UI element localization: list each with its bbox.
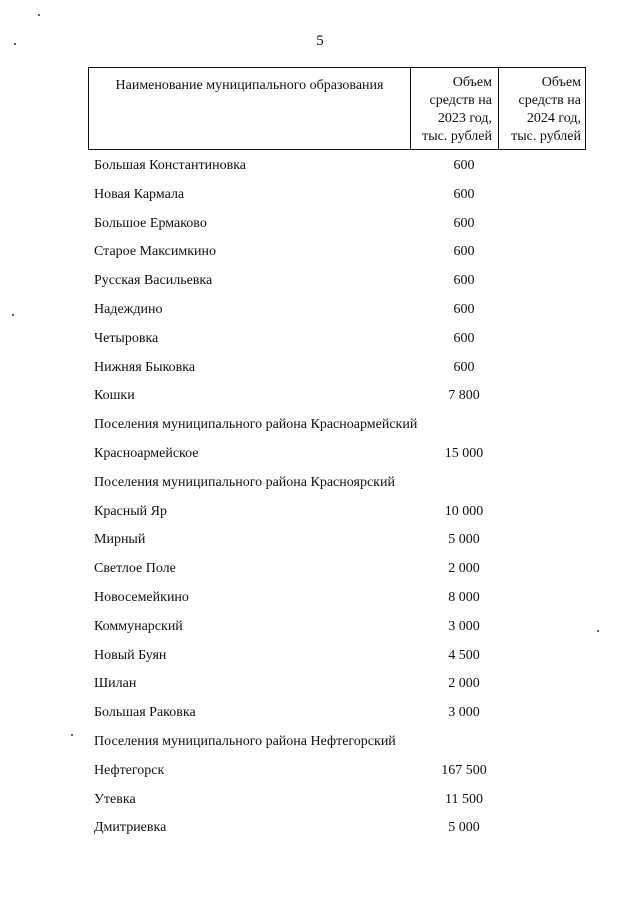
scan-speck (14, 43, 16, 45)
row-name: Красноармейское (94, 445, 199, 461)
scan-speck (71, 734, 73, 736)
row-value-2023: 5 000 (448, 820, 480, 836)
table-row (94, 588, 594, 617)
table-body (94, 156, 594, 847)
row-name: Утевка (94, 791, 136, 807)
row-name: Поселения муниципального района Красноармейский (94, 417, 418, 433)
row-name: Старое Максимкино (94, 244, 217, 260)
row-name: Новосемейкино (94, 589, 189, 605)
header-name-column: Наименование муниципального образования (89, 68, 411, 149)
table-row (94, 242, 594, 271)
header-2023-line: тыс. рублей (422, 129, 492, 144)
row-name: Шилан (94, 676, 137, 692)
row-value-2023: 600 (453, 215, 475, 231)
row-value-2023: 3 000 (448, 618, 480, 634)
scan-speck (12, 314, 14, 316)
header-2024-line: тыс. рублей (511, 129, 581, 144)
header-2024-line: Объем (541, 75, 581, 90)
table-row (94, 386, 594, 415)
table-row (94, 674, 594, 703)
table-row (94, 761, 594, 790)
table-row (94, 473, 594, 502)
row-value-2023: 4 500 (448, 647, 480, 663)
table-row (94, 530, 594, 559)
table-row (94, 732, 594, 761)
row-name: Мирный (94, 532, 146, 548)
header-2023-column (411, 68, 499, 149)
table-row (94, 214, 594, 243)
row-name: Светлое Поле (94, 561, 176, 577)
row-value-2023: 600 (453, 330, 475, 346)
row-value-2023: 2 000 (448, 561, 480, 577)
table-row (94, 358, 594, 387)
table-row (94, 185, 594, 214)
table-header (88, 67, 586, 150)
header-2024-line: средств на (518, 93, 581, 108)
row-value-2023: 3 000 (448, 705, 480, 721)
row-name: Большая Раковка (94, 705, 196, 721)
row-value-2023: 2 000 (448, 676, 480, 692)
row-name: Новая Кармала (94, 186, 185, 202)
scan-speck (597, 630, 599, 632)
row-name: Нефтегорск (94, 762, 165, 778)
row-value-2023: 8 000 (448, 589, 480, 605)
row-name: Поселения муниципального района Красноярский (94, 474, 395, 490)
row-value-2023: 600 (453, 244, 475, 260)
row-name: Русская Васильевка (94, 273, 213, 289)
row-name: Новый Буян (94, 647, 167, 663)
table-row (94, 559, 594, 588)
row-value-2023: 11 500 (445, 791, 483, 807)
row-value-2023: 600 (453, 158, 475, 173)
row-name: Большая Константиновка (94, 158, 247, 173)
row-name: Поселения муниципального района Нефтегорский (94, 733, 396, 749)
row-value-2023: 600 (453, 273, 475, 289)
header-2023-line: средств на (429, 93, 492, 108)
table-row (94, 646, 594, 675)
header-2024-line: 2024 год, (526, 111, 581, 126)
header-2024-column (499, 68, 585, 149)
row-name: Дмитриевка (94, 820, 167, 836)
table-row (94, 271, 594, 300)
row-name: Четыровка (94, 330, 159, 346)
row-name: Коммунарский (94, 618, 183, 634)
page-number: 5 (316, 33, 324, 49)
table-row (94, 415, 594, 444)
table-row (94, 444, 594, 473)
row-value-2023: 7 800 (448, 388, 480, 404)
row-value-2023: 10 000 (444, 503, 484, 519)
table-row (94, 818, 594, 847)
row-name: Кошки (94, 388, 135, 404)
header-2023-line: 2023 год, (437, 111, 492, 126)
scan-speck (38, 14, 40, 16)
table-row (94, 329, 594, 358)
table-row (94, 617, 594, 646)
row-name: Надеждино (94, 301, 163, 317)
row-name: Большое Ермаково (94, 215, 207, 231)
row-value-2023: 600 (453, 359, 475, 375)
table-row (94, 156, 594, 185)
row-name: Красный Яр (94, 503, 167, 519)
row-value-2023: 167 500 (441, 762, 487, 778)
table-row (94, 703, 594, 732)
row-name: Нижняя Быковка (94, 359, 196, 375)
table-row (94, 790, 594, 819)
table-row (94, 502, 594, 531)
row-value-2023: 5 000 (448, 532, 480, 548)
row-value-2023: 600 (453, 301, 475, 317)
header-2023-line: Объем (452, 75, 492, 90)
row-value-2023: 15 000 (444, 445, 484, 461)
table-row (94, 300, 594, 329)
row-value-2023: 600 (453, 186, 475, 202)
